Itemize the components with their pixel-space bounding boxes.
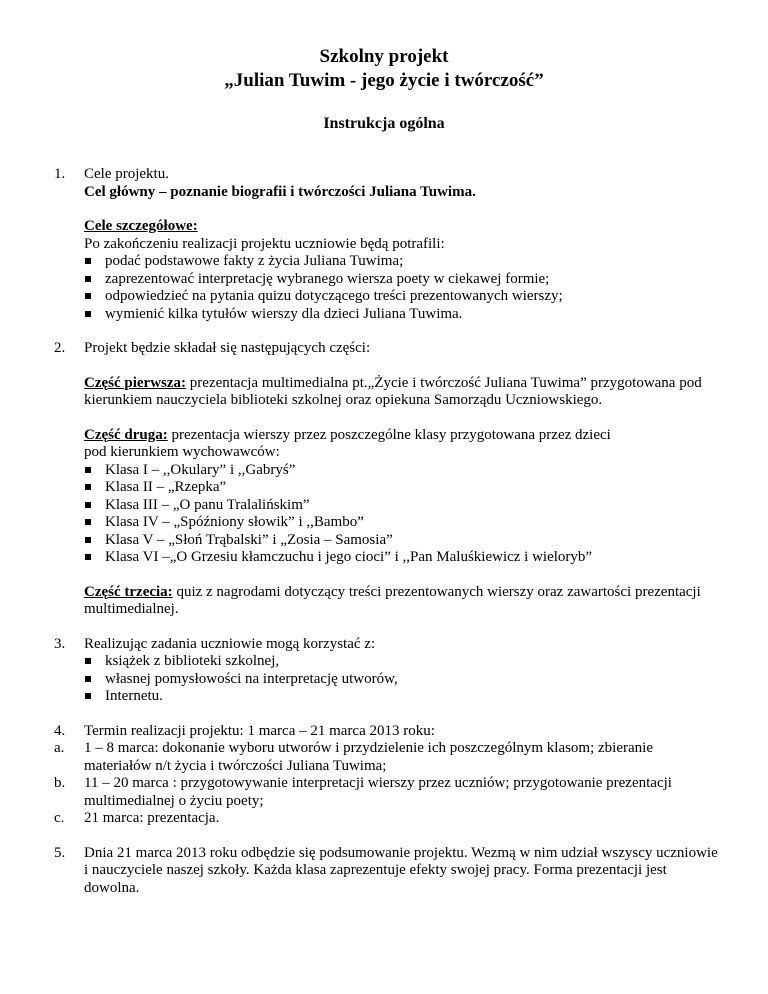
schedule-item [54, 810, 724, 828]
schedule-item-text: 11 – 20 marca : przygotowywanie interpretacji wierszy przez uczniów; przygotowanie prezentacji multimedialnej o życiu poety; [84, 775, 672, 809]
document-title-line-2: „Julian Tuwim - jego życie i twórczość” [224, 70, 544, 91]
part-1-paragraph [84, 375, 724, 410]
section-3-intro: Realizując zadania uczniowie mogą korzystać z: [84, 635, 376, 652]
section-4-number: 4. [54, 722, 66, 739]
list-item: książek z biblioteki szkolnej, [84, 653, 724, 671]
list-item: własnej pomysłowości na interpretację utworów, [84, 671, 724, 689]
document-subtitle: Instrukcja ogólna [323, 115, 445, 132]
list-item: zaprezentować interpretację wybranego wiersza poety w ciekawej formie; [84, 271, 724, 289]
main-goal: Cel główny – poznanie biografii i twórczości Juliana Tuwima. [84, 183, 476, 200]
section-5-text: Dnia 21 marca 2013 roku odbędzie się podsumowanie projektu. Wezmą w nim udział wszyscy uczniowie i nauczyciele naszej szkoły. Każda klasa zaprezentuje efekty swojej pracy. Forma prezentacji jest dowolna. [84, 844, 718, 896]
document-title-line-1: Szkolny projekt [319, 46, 449, 67]
list-item: odpowiedzieć na pytania quizu dotyczącego treści prezentowanych wierszy; [84, 288, 724, 306]
part-3-paragraph [84, 584, 724, 619]
list-item: Klasa IV – „Spóźniony słowik” i ,,Bambo” [84, 514, 724, 532]
schedule-item-mark: a. [54, 740, 65, 756]
part-2-text-continued: pod kierunkiem wychowawców: [84, 444, 280, 460]
section-4-intro: Termin realizacji projektu: 1 marca – 21 marca 2013 roku: [84, 722, 435, 739]
part-3-label: Część trzecia: [84, 583, 173, 600]
schedule-list [54, 740, 724, 828]
list-item: Klasa III – „O panu Tralalińskim” [84, 497, 724, 515]
list-item: Klasa V – „Słoń Trąbalski” i „Zosia – Samosia” [84, 532, 724, 550]
section-2-intro: Projekt będzie składał się następujących części: [84, 340, 371, 356]
list-item: Internetu. [84, 688, 724, 706]
schedule-item [54, 740, 724, 775]
part-1-label: Część pierwsza: [84, 374, 187, 391]
specific-goals-heading: Cele szczegółowe: [84, 218, 198, 234]
class-assignment-list [84, 462, 724, 567]
part-2-label: Część druga: [84, 426, 168, 443]
section-5 [54, 845, 724, 898]
section-2-number: 2. [54, 340, 66, 356]
schedule-item-text: 1 – 8 marca: dokonanie wyboru utworów i przydzielenie ich poszczególnym klasom; zbieranie materiałów n/t życia i twórczości Juliana Tuwima; [84, 740, 653, 774]
part-2-text: prezentacja wierszy przez poszczególne klasy przygotowana przez dzieci [167, 426, 611, 443]
section-4 [54, 723, 724, 741]
resources-list [84, 653, 724, 706]
section-3 [54, 636, 724, 706]
specific-goals-intro: Po zakończeniu realizacji projektu uczniowie będą potrafili: [84, 235, 445, 252]
schedule-item-mark: b. [54, 775, 66, 791]
schedule-item [54, 775, 724, 810]
list-item: Klasa VI –„O Grzesiu kłamczuchu i jego cioci” i ,,Pan Maluśkiewicz i wieloryb” [84, 549, 724, 567]
section-1 [54, 166, 724, 323]
list-item: Klasa II – „Rzepka” [84, 479, 724, 497]
part-3-text: quiz z nagrodami dotyczący treści prezentowanych wierszy oraz zawartości prezentacji multimedialnej. [84, 583, 701, 617]
list-item: podać podstawowe fakty z życia Juliana Tuwima; [84, 253, 724, 271]
section-1-heading: Cele projektu. [84, 166, 169, 182]
schedule-item-mark: c. [54, 810, 65, 826]
schedule-item-text: 21 marca: prezentacja. [84, 810, 220, 826]
part-1-text: prezentacja multimedialna pt.„Życie i twórczość Juliana Tuwima” przygotowana pod kierunkiem nauczyciela biblioteki szkolnej oraz opiekuna Samorządu Uczniowskiego. [84, 374, 702, 408]
part-2-paragraph [84, 427, 724, 445]
list-item: wymienić kilka tytułów wierszy dla dzieci Juliana Tuwima. [84, 306, 724, 324]
section-5-number: 5. [54, 844, 66, 861]
list-item: Klasa I – ,,Okulary” i ,,Gabryś” [84, 462, 724, 480]
section-3-number: 3. [54, 635, 66, 652]
document-body [54, 166, 724, 897]
section-2 [54, 340, 724, 619]
specific-goals-list [84, 253, 724, 323]
section-1-number: 1. [54, 166, 66, 182]
